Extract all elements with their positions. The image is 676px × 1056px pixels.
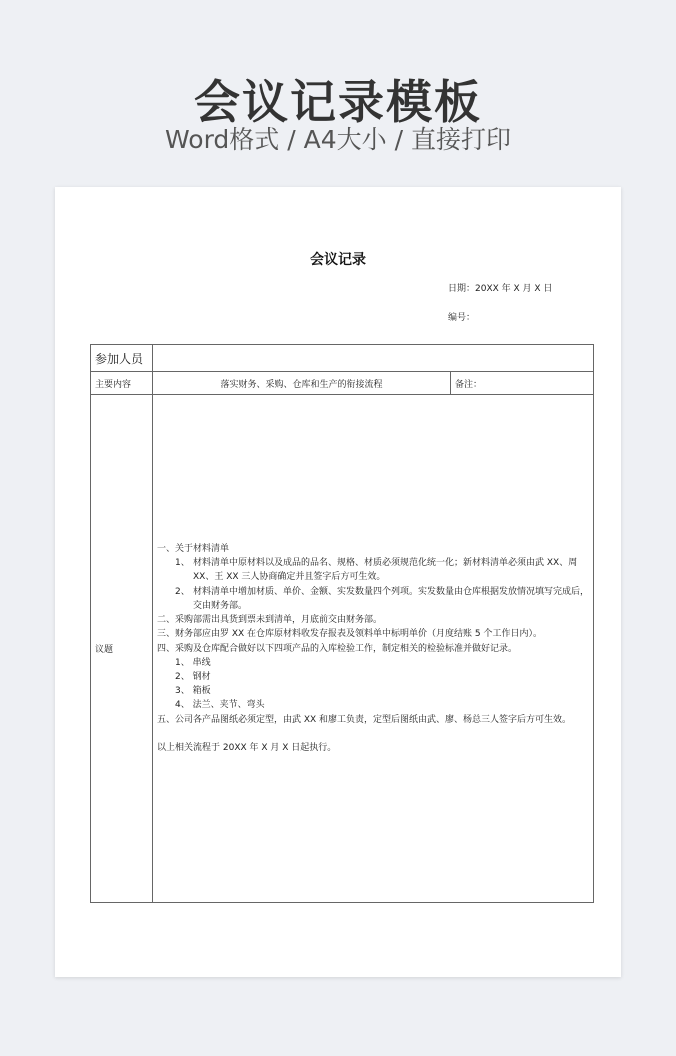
agenda-label: 议题 <box>91 395 153 903</box>
topic-label: 主要内容 <box>91 372 153 395</box>
agenda-item-3: 三、财务部应由罗 XX 在仓库原材料收发存报表及领料单中标明单价（月度结账 5 个工作日内）。 <box>157 629 543 640</box>
attendees-row <box>91 345 594 372</box>
agenda-item-4-sub: 4、 法兰、夹节、弯头 <box>175 700 265 711</box>
date-line: 日期：20XX 年 X 月 X 日 <box>448 284 553 294</box>
meeting-form-table <box>90 344 594 903</box>
agenda-item-5: 五、公司各产品图纸必须定型，由武 XX 和廖工负责，定型后图纸由武、廖、杨总三人签字后方可生效。 <box>157 714 572 725</box>
agenda-closing: 以上相关流程于 20XX 年 X 月 X 日起执行。 <box>157 742 337 753</box>
agenda-item-1-sub-2 <box>157 585 589 613</box>
remark-label[interactable]: 备注： <box>451 372 594 395</box>
topic-value[interactable]: 落实财务、采购、仓库和生产的衔接流程 <box>153 372 451 395</box>
agenda-item-4-sub: 3、 箱板 <box>175 686 211 697</box>
agenda-content[interactable] <box>153 395 594 903</box>
spacer <box>157 727 589 741</box>
agenda-item-1-sub-2-num: 2、 <box>175 586 190 597</box>
agenda-item-4: 四、采购及仓库配合做好以下四项产品的入库检验工作，制定相关的检验标准并做好记录。 <box>157 643 518 654</box>
agenda-item-1-sub-1-num: 1、 <box>175 558 190 569</box>
agenda-row <box>91 395 594 903</box>
document-page <box>55 187 621 977</box>
banner-title: 会议记录模板 <box>194 75 482 129</box>
attendees-value[interactable] <box>153 345 594 372</box>
document-title: 会议记录 <box>310 252 366 268</box>
agenda-item-1-sub-1 <box>157 556 589 584</box>
number-line: 编号： <box>448 313 476 323</box>
agenda-item-4-sub: 2、 钢材 <box>175 671 211 682</box>
agenda-item-1-title: 一、关于材料清单 <box>157 544 230 555</box>
agenda-item-4-sub: 1、 串线 <box>175 657 211 668</box>
topic-row <box>91 372 594 395</box>
agenda-item-2: 二、采购部需出具货到票未到清单，月底前交由财务部。 <box>157 615 383 626</box>
banner-subtitle: Word格式 / A4大小 / 直接打印 <box>165 125 511 154</box>
agenda-item-1-sub-1-text: 材料清单中原材料以及成品的品名、规格、材质必须规范化统一化；新材料清单必须由武 XX、周 XX、王 XX 三人协商确定并且签字后方可生效。 <box>193 558 578 583</box>
attendees-label: 参加人员 <box>91 345 153 372</box>
agenda-item-1-sub-2-text: 材料清单中增加材质、单价、金额、实发数量四个列项。实发数量由仓库根据发放情况填写完成后，交由财务部。 <box>193 586 590 611</box>
